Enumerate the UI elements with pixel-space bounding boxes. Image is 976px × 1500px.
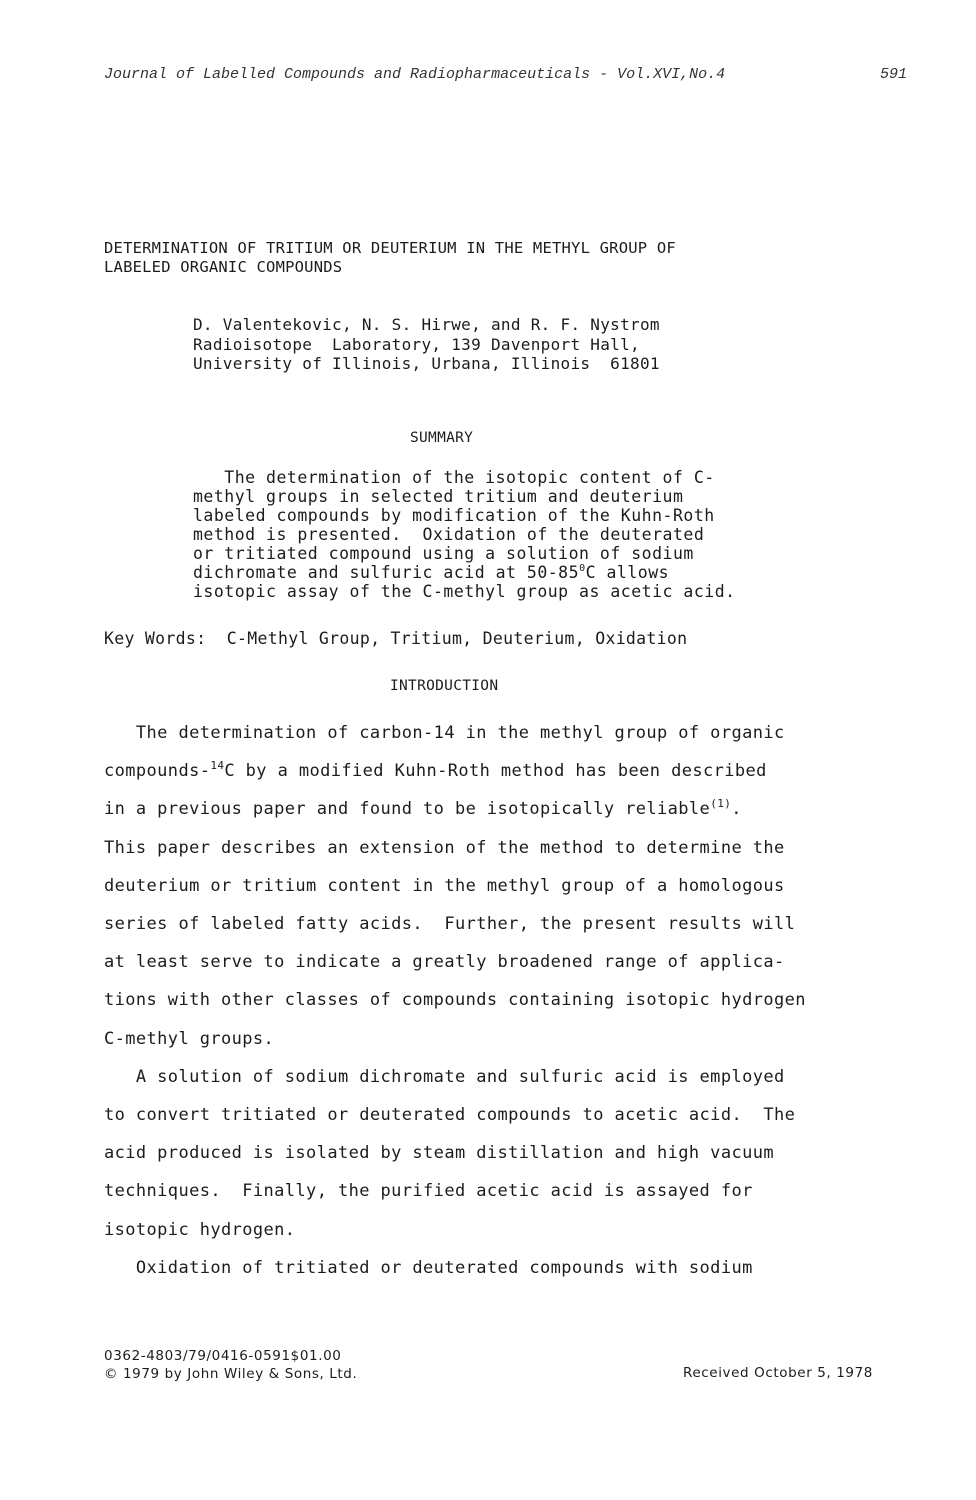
footer-publication-info [104,1347,357,1383]
summary-line: or tritiated compound using a solution of sodium [193,544,694,563]
body-line [104,761,767,781]
author-names: D. Valentekovic, N. S. Hirwe, and R. F. Nystrom [193,315,660,334]
copyright-notice: © 1979 by John Wiley & Sons, Ltd. [104,1366,358,1382]
reference-superscript: (1) [710,797,732,811]
body-line: deuterium or tritium content in the methyl group of a homologous [104,875,785,896]
title-line-2: LABELED ORGANIC COMPOUNDS [104,258,343,276]
introduction-heading: INTRODUCTION [390,678,499,694]
summary-text-segment: dichromate and sulfuric acid at 50-85 [193,563,580,582]
body-line: The determination of carbon-14 in the methyl group of organic [104,723,785,743]
body-line: series of labeled fatty acids. Further, the present results will [104,914,796,935]
body-line: C-methyl groups. [104,1028,275,1049]
journal-header: Journal of Labelled Compounds and Radiopharmaceuticals - Vol.XVI,No.4 [104,66,726,83]
summary-line [193,563,669,582]
summary-text [193,468,736,601]
body-line: This paper describes an extension of the method to determine the [104,837,785,858]
summary-line: labeled compounds by modification of the Kuhn-Roth [193,506,715,525]
author-block [193,315,660,374]
body-line: acid produced is isolated by steam distillation and high vacuum [104,1143,774,1164]
body-line: tions with other classes of compounds containing isotopic hydrogen [104,990,806,1011]
body-line: techniques. Finally, the purified acetic acid is assayed for [104,1181,753,1202]
body-line: Oxidation of tritiated or deuterated compounds with sodium [104,1257,753,1278]
introduction-body [104,714,806,1287]
body-text-segment: in a previous paper and found to be isotopically reliable [104,799,711,820]
affiliation-line-2: University of Illinois, Urbana, Illinois 61801 [193,354,660,373]
body-text-segment: C by a modified Kuhn-Roth method has been described [224,761,767,782]
summary-line: methyl groups in selected tritium and deuterium [193,487,684,506]
summary-line: isotopic assay of the C-methyl group as acetic acid. [193,582,736,601]
article-code: 0362-4803/79/0416-0591$01.00 [104,1348,342,1364]
body-line: isotopic hydrogen. [104,1219,296,1240]
isotope-superscript: 14 [210,759,225,773]
page-number: 591 [880,66,908,83]
title-line-1: DETERMINATION OF TRITIUM OR DEUTERIUM IN THE METHYL GROUP OF [104,239,676,257]
received-date: Received October 5, 1978 [683,1365,873,1381]
affiliation-line-1: Radioisotope Laboratory, 139 Davenport Hall, [193,334,640,354]
summary-heading: SUMMARY [410,430,474,446]
summary-line: method is presented. Oxidation of the deuterated [193,525,705,544]
summary-line: The determination of the isotopic content of C- [193,468,715,487]
degree-superscript: 0 [579,563,586,574]
body-line: to convert tritiated or deuterated compounds to acetic acid. The [104,1105,796,1126]
body-text-segment: compounds- [104,761,211,782]
summary-text-segment: C allows [585,563,670,582]
article-title [104,239,676,277]
body-line: at least serve to indicate a greatly broadened range of applica- [104,952,785,973]
body-line [104,799,742,819]
key-words: Key Words: C-Methyl Group, Tritium, Deuterium, Oxidation [104,629,688,648]
body-text-segment: . [731,799,742,820]
body-line: A solution of sodium dichromate and sulfuric acid is employed [104,1066,785,1087]
